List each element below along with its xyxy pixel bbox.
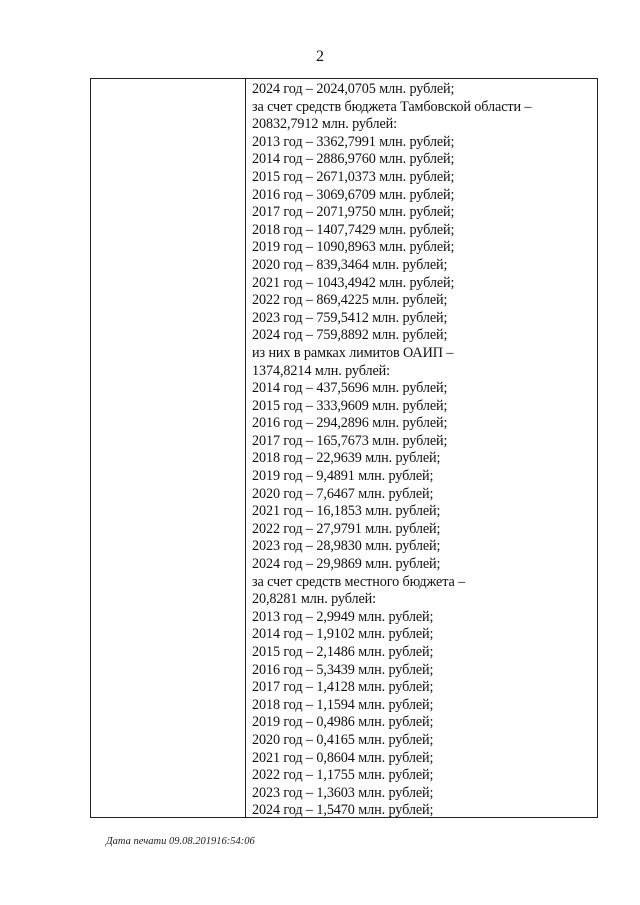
funding-line: 2024 год – 1,5470 млн. рублей; xyxy=(252,802,434,819)
funding-line: 2017 год – 2071,9750 млн. рублей; xyxy=(252,204,455,221)
funding-line: 2016 год – 3069,6709 млн. рублей; xyxy=(252,186,455,203)
funding-line: 2023 год – 759,5412 млн. рублей; xyxy=(252,309,448,326)
funding-line: 2016 год – 294,2896 млн. рублей; xyxy=(252,415,448,432)
funding-line: 2021 год – 16,1853 млн. рублей; xyxy=(252,503,441,520)
funding-line: 2021 год – 0,8604 млн. рублей; xyxy=(252,749,434,766)
funding-line: 1374,8214 млн. рублей: xyxy=(252,362,390,379)
funding-line: 2013 год – 2,9949 млн. рублей; xyxy=(252,608,434,625)
funding-line: 2022 год – 869,4225 млн. рублей; xyxy=(252,292,448,309)
funding-line: 20832,7912 млн. рублей: xyxy=(252,116,397,133)
funding-line: 2018 год – 1,1594 млн. рублей; xyxy=(252,696,434,713)
print-date-footer: Дата печати 09.08.201916:54:06 xyxy=(106,836,255,847)
funding-line: 2017 год – 1,4128 млн. рублей; xyxy=(252,679,434,696)
funding-line: 2020 год – 839,3464 млн. рублей; xyxy=(252,256,448,273)
page-number: 2 xyxy=(316,48,324,65)
funding-line: 2019 год – 0,4986 млн. рублей; xyxy=(252,714,434,731)
funding-line: 2018 год – 22,9639 млн. рублей; xyxy=(252,450,441,467)
funding-line: 2023 год – 1,3603 млн. рублей; xyxy=(252,784,434,801)
funding-line: 2022 год – 1,1755 млн. рублей; xyxy=(252,767,434,784)
funding-line: 2021 год – 1043,4942 млн. рублей; xyxy=(252,274,455,291)
funding-line: 2016 год – 5,3439 млн. рублей; xyxy=(252,661,434,678)
funding-line: 2015 год – 2,1486 млн. рублей; xyxy=(252,644,434,660)
funding-line: 2015 год – 2671,0373 млн. рублей; xyxy=(252,168,455,185)
document-table xyxy=(90,78,598,818)
funding-line: 2023 год – 28,9830 млн. рублей; xyxy=(252,538,441,555)
funding-line: из них в рамках лимитов ОАИП – xyxy=(252,344,454,361)
funding-line: 2015 год – 333,9609 млн. рублей; xyxy=(252,397,448,414)
funding-line: за счет средств бюджета Тамбовской области – xyxy=(252,98,532,115)
funding-line: 2020 год – 7,6467 млн. рублей; xyxy=(252,485,434,502)
funding-line: 2013 год – 3362,7991 млн. рублей; xyxy=(252,133,455,150)
table-right-cell xyxy=(252,81,592,820)
funding-line: за счет средств местного бюджета – xyxy=(252,573,466,590)
funding-line: 2014 год – 1,9102 млн. рублей; xyxy=(252,626,434,643)
funding-line: 2020 год – 0,4165 млн. рублей; xyxy=(252,731,434,748)
funding-line: 20,8281 млн. рублей: xyxy=(252,591,376,608)
table-left-cell xyxy=(91,79,246,817)
funding-line: 2019 год – 1090,8963 млн. рублей; xyxy=(252,239,455,256)
funding-line: 2017 год – 165,7673 млн. рублей; xyxy=(252,432,448,449)
funding-line: 2014 год – 2886,9760 млн. рублей; xyxy=(252,151,455,168)
funding-line: 2014 год – 437,5696 млн. рублей; xyxy=(252,380,448,397)
funding-line: 2018 год – 1407,7429 млн. рублей; xyxy=(252,221,455,238)
funding-line: 2024 год – 759,8892 млн. рублей; xyxy=(252,327,448,344)
funding-line: 2019 год – 9,4891 млн. рублей; xyxy=(252,468,434,485)
funding-line: 2022 год – 27,9791 млн. рублей; xyxy=(252,520,441,537)
funding-line: 2024 год – 29,9869 млн. рублей; xyxy=(252,556,441,573)
funding-line: 2024 год – 2024,0705 млн. рублей; xyxy=(252,81,455,97)
